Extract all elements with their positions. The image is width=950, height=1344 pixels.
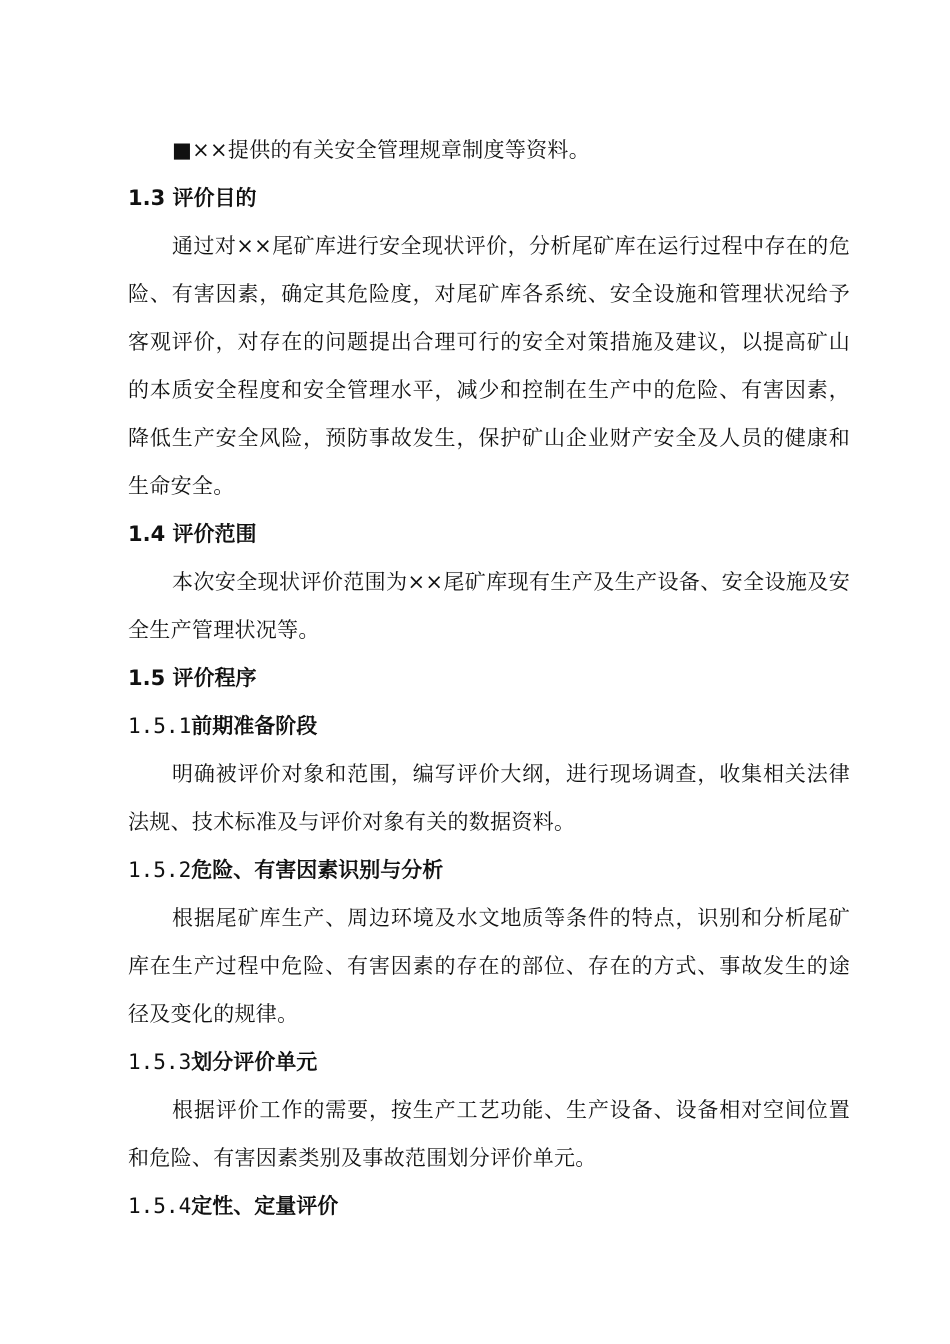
reference-bullet-item: ■××提供的有关安全管理规章制度等资料。: [172, 138, 591, 162]
subsection-heading-1-5-1: [128, 702, 850, 750]
subsection-number: 1.5.1: [128, 714, 192, 738]
subsection-number: 1.5.2: [128, 858, 192, 882]
document-content: [128, 126, 850, 1230]
section-body-1-4: 本次安全现状评价范围为××尾矿库现有生产及生产设备、安全设施及安全生产管理状况等。: [128, 570, 850, 642]
subsection-title: 危险、有害因素识别与分析: [191, 858, 444, 882]
section-body-1-3: 通过对××尾矿库进行安全现状评价，分析尾矿库在运行过程中存在的危险、有害因素，确定其危险度，对尾矿库各系统、安全设施和管理状况给予客观评价，对存在的问题提出合理可行的安全对策措施及建议，以提高矿山的本质安全程度和安全管理水平，减少和控制在生产中的危险、有害因素，降低生产安全风险，预防事故发生，保护矿山企业财产安全及人员的健康和生命安全。: [128, 234, 850, 498]
subsection-number: 1.5.3: [128, 1050, 192, 1074]
subsection-body-1-5-2: 根据尾矿库生产、周边环境及水文地质等条件的特点，识别和分析尾矿库在生产过程中危险、有害因素的存在的部位、存在的方式、事故发生的途径及变化的规律。: [128, 906, 850, 1026]
subsection-title: 划分评价单元: [191, 1050, 318, 1074]
subsection-heading-1-5-3: [128, 1038, 850, 1086]
section-heading-1-5: 1.5 评价程序: [128, 666, 257, 690]
subsection-body-1-5-1: 明确被评价对象和范围，编写评价大纲，进行现场调查，收集相关法律法规、技术标准及与评价对象有关的数据资料。: [128, 762, 850, 834]
subsection-heading-1-5-4: [128, 1182, 850, 1230]
section-heading-1-4: 1.4 评价范围: [128, 522, 257, 546]
subsection-title: 定性、定量评价: [191, 1194, 339, 1218]
subsection-number: 1.5.4: [128, 1194, 192, 1218]
section-heading-1-3: 1.3 评价目的: [128, 186, 257, 210]
subsection-heading-1-5-2: [128, 846, 850, 894]
subsection-body-1-5-3: 根据评价工作的需要，按生产工艺功能、生产设备、设备相对空间位置和危险、有害因素类别及事故范围划分评价单元。: [128, 1098, 850, 1170]
subsection-title: 前期准备阶段: [191, 714, 318, 738]
